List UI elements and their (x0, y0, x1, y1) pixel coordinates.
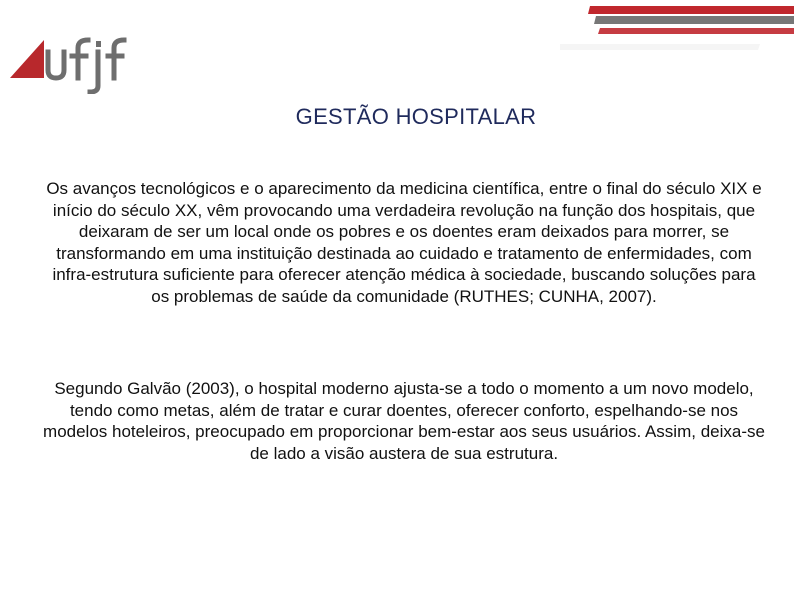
page-title: GESTÃO HOSPITALAR (295, 104, 537, 129)
paragraph-2: Segundo Galvão (2003), o hospital moderno ajusta-se a todo o momento a um novo modelo, tendo como metas, além de tratar e curar doentes, oferecer conforto, espelhando-se nos modelos hoteleiros, preocupado em proporcionar bem-estar aos seus usuários. Assim, deixa-se de lado a visão austera de sua estrutura. (43, 379, 765, 463)
paragraph-1: Os avanços tecnológicos e o aparecimento da medicina científica, entre o final do século XIX e início do século XX, vêm provocando uma verdadeira revolução na função dos hospitais, que deixaram de ser um local onde os pobres e os doentes eram deixados para morrer, se transformando em uma instituição destinada ao cuidado e tratamento de enfermidades, com infra-estrutura suficiente para oferecer atenção médica à sociedade, buscando soluções para os problemas de saúde da comunidade (RUTHES; CUNHA, 2007). (46, 179, 762, 306)
slanted-bars-icon (560, 0, 794, 80)
ufjf-logo-icon (10, 28, 134, 94)
